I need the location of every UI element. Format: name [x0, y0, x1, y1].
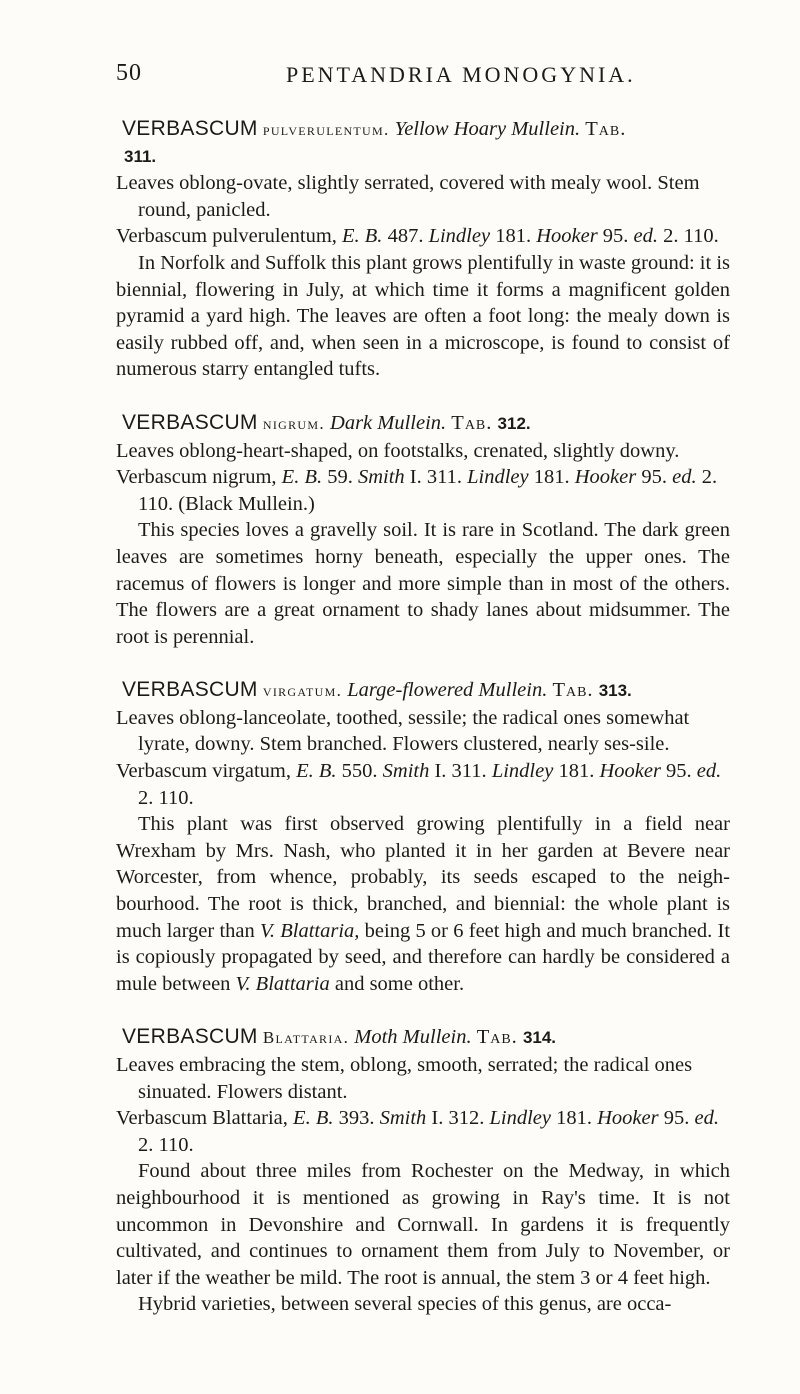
references — [116, 1105, 730, 1158]
ref-lindley: Lindley — [491, 760, 554, 783]
species-entry — [116, 1024, 730, 1318]
common-name: Large-flowered Mullein. — [347, 679, 548, 702]
ref-name: Verbascum Blattaria, — [116, 1107, 288, 1130]
ref-extra: (Black Mullein.) — [178, 492, 315, 515]
tab-number: 314. — [522, 1028, 557, 1048]
common-name: Moth Mullein. — [354, 1026, 472, 1049]
species-name: Blattaria. — [262, 1028, 350, 1048]
description: Leaves embracing the stem, oblong, smooth, serrated; the radical ones sinuated. Flowers distant. — [116, 1054, 693, 1103]
ref-eb-num: 550. — [341, 760, 378, 783]
page-content — [116, 116, 730, 1345]
species-name: pulverulentum. — [262, 120, 390, 139]
species-entry — [116, 677, 730, 997]
description: Leaves oblong-heart-shaped, on footstalks, crenated, slightly downy. — [116, 439, 680, 462]
genus-name: VERBASCUM — [122, 1025, 258, 1049]
tab-number: 312. — [497, 413, 531, 433]
ref-hooker: Hooker — [599, 760, 661, 783]
note-species-ref: V. Blattaria — [235, 972, 330, 995]
ref-eb-num: 59. — [327, 466, 353, 489]
ref-eb-num: 393. — [338, 1107, 375, 1130]
ref-eb: E. B. — [296, 760, 337, 783]
ref-lindley-num: 181. — [556, 1107, 592, 1130]
ref-lindley: Lindley — [467, 466, 529, 489]
description: Leaves oblong-lanceolate, toothed, sessile; the radical ones somewhat lyrate, downy. Stem branched. Flowers clustered, nearly ses-sile. — [116, 706, 690, 756]
ref-name: Verbascum virgatum, — [116, 760, 291, 783]
references — [116, 223, 730, 250]
ref-smith: Smith — [382, 760, 430, 783]
ref-hooker-num: 95. — [663, 1107, 690, 1130]
tab-number: 311. — [124, 146, 157, 166]
common-name: Yellow Hoary Mullein. — [394, 118, 581, 140]
note: This species loves a gravelly soil. It is rare in Scotland. The dark green leaves are sometimes horny beneath, especially the upper ones. The racemus of flowers is longer and more simple than in most of the others. The flowers are a great ornament to shady lanes about midsummer. The root is perennial. — [116, 519, 730, 648]
ref-ed-num: 2. 110. — [138, 786, 194, 809]
entry-heading — [122, 410, 730, 438]
genus-name: VERBASCUM — [122, 678, 258, 702]
ref-hooker-num: 95. — [666, 760, 692, 783]
ref-smith-num: I. 311. — [434, 760, 487, 783]
species-name: virgatum. — [262, 681, 343, 701]
ref-ed-num: 2. 110. — [138, 1133, 194, 1156]
species-entry — [116, 410, 730, 650]
ref-name: Verbascum pulverulentum, — [116, 225, 337, 248]
ref-ed: ed. — [633, 225, 659, 248]
entry-heading — [122, 116, 730, 170]
note: Hybrid varieties, between several species of this genus, are occa- — [138, 1293, 672, 1316]
page-number: 50 — [116, 60, 142, 86]
note: In Norfolk and Suffolk this plant grows plentifully in waste ground: it is biennial, flowering in July, at which time it forms a magnificent golden pyramid a yard high. The leaves are often a foot long: the mealy down is easily rubbed off, and, when seen in a microscope, is found to consist of numerous starry entangled tufts. — [116, 251, 730, 381]
note: Found about three miles from Rochester on the Medway, in which neighbourhood it is mentioned as growing in Ray's time. It is not uncommon in Devonshire and Cornwall. In gardens it is frequently cultivated, and continues to ornament them from July to November, or later if the weather be mild. The root is annual, the stem 3 or 4 feet high. — [116, 1160, 730, 1289]
ref-lindley-num: 181. — [495, 225, 532, 248]
ref-smith-num: I. 311. — [409, 466, 462, 489]
ref-ed: ed. — [672, 466, 697, 489]
ref-eb: E. B. — [281, 466, 323, 489]
ref-smith: Smith — [379, 1107, 427, 1130]
genus-name: VERBASCUM — [122, 410, 258, 434]
references — [116, 758, 730, 811]
ref-lindley-num: 181. — [533, 466, 570, 489]
ref-hooker-num: 95. — [602, 225, 629, 248]
ref-eb-num: 487. — [387, 225, 424, 248]
ref-ed: ed. — [696, 760, 722, 783]
note — [116, 811, 730, 997]
ref-ed: ed. — [694, 1107, 719, 1130]
running-head: PENTANDRIA MONOGYNIA. — [286, 62, 636, 87]
species-entry — [116, 116, 730, 383]
page-header — [116, 60, 728, 96]
genus-name: VERBASCUM — [122, 117, 258, 140]
ref-eb: E. B. — [342, 225, 383, 248]
ref-hooker: Hooker — [536, 225, 598, 248]
ref-lindley-num: 181. — [558, 760, 595, 783]
ref-hooker-num: 95. — [641, 466, 667, 489]
ref-lindley: Lindley — [489, 1107, 551, 1130]
tab-label: Tab. — [552, 679, 594, 702]
tab-label: Tab. — [476, 1026, 518, 1049]
ref-ed-num: 2. 110. — [138, 466, 718, 515]
ref-hooker: Hooker — [574, 466, 637, 489]
note-species-ref: V. Blattaria, — [260, 919, 360, 942]
ref-smith-num: I. 312. — [431, 1107, 485, 1130]
entry-heading — [122, 677, 730, 705]
ref-name: Verbascum nigrum, — [116, 466, 277, 489]
common-name: Dark Mullein. — [330, 411, 447, 434]
ref-eb: E. B. — [293, 1107, 334, 1130]
references — [116, 464, 730, 517]
note-text: and some other. — [334, 972, 465, 995]
ref-hooker: Hooker — [597, 1107, 659, 1130]
ref-lindley: Lindley — [428, 225, 491, 248]
entry-heading — [122, 1024, 730, 1052]
ref-smith: Smith — [357, 466, 405, 489]
note-text: being 5 or 6 feet high and much branched. It is copiously propagated by seed, and therefore can hardly be considered a mule between — [116, 919, 731, 995]
ref-ed-num: 2. 110. — [663, 225, 719, 248]
note-text: This plant was first observed growing plentifully in a field near Wrexham by Mrs. Nash, who planted it in her garden at Bevere near Worcester, from whence, probably, its seeds escaped to the neigh-bourhood. The root is thick, branched, and biennial: the whole plant is much larger than — [116, 813, 730, 942]
description: Leaves oblong-ovate, slightly serrated, covered with mealy wool. Stem round, panicled. — [116, 172, 700, 221]
tab-label: Tab. — [451, 411, 493, 434]
species-name: nigrum. — [262, 413, 325, 433]
tab-number: 313. — [598, 681, 632, 701]
tab-label: Tab. — [585, 118, 627, 140]
